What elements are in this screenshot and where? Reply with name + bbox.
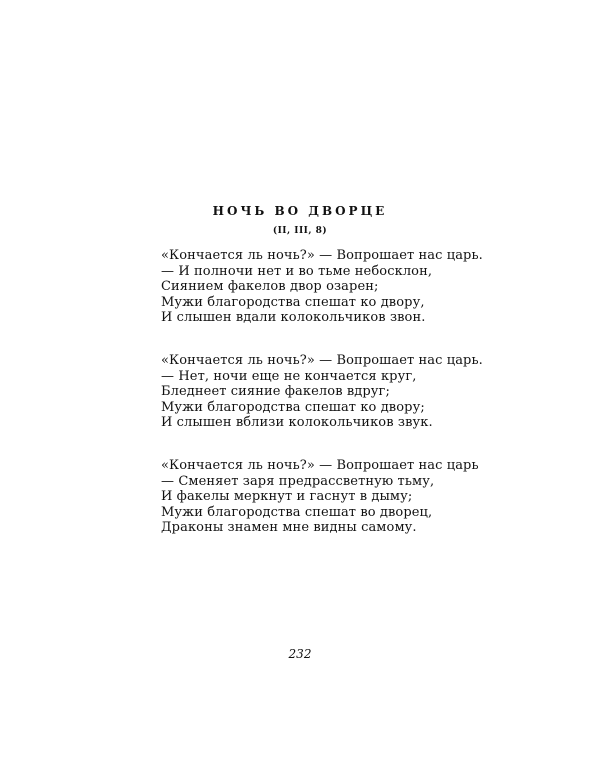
stanza-2 [161, 353, 491, 431]
poem-line: И слышен вдали колокольчиков звон. [161, 310, 426, 326]
stanza-1 [161, 248, 491, 326]
poem-line: «Кончается ль ночь?» — Вопрошает нас царь. [161, 352, 483, 368]
poem-line: Бледнеет сияние факелов вдруг; [161, 384, 390, 400]
poem-line: «Кончается ль ночь?» — Вопрошает нас царь. [161, 248, 483, 263]
poem-line: — Нет, ночи еще не кончается круг, [161, 368, 417, 384]
poem-line: «Кончается ль ночь?» — Вопрошает нас царь [161, 457, 479, 473]
poem-line: Мужи благородства спешат во дворец, [161, 504, 433, 520]
poem-line: Сиянием факелов двор озарен; [161, 279, 379, 295]
poem-line: И факелы меркнут и гаснут в дыму; [161, 489, 413, 505]
poem-line: — Сменяет заря предрассветную тьму, [161, 473, 435, 489]
poem-line: Мужи благородства спешат ко двору, [161, 294, 425, 310]
poem-line: И слышен вблизи колокольчиков звук. [161, 415, 433, 431]
poem-title: НОЧЬ ВО ДВОРЦЕ [212, 204, 388, 218]
stanza-3 [161, 458, 491, 536]
poem-line: — И полночи нет и во тьме небосклон, [161, 263, 433, 279]
poem-line: Драконы знамен мне видны самому. [161, 520, 417, 536]
poem-line: Мужи благородства спешат ко двору; [161, 399, 425, 415]
page-number: 232 [288, 647, 312, 661]
poem-body [161, 248, 491, 563]
poem-source-reference: (II, III, 8) [272, 226, 328, 236]
